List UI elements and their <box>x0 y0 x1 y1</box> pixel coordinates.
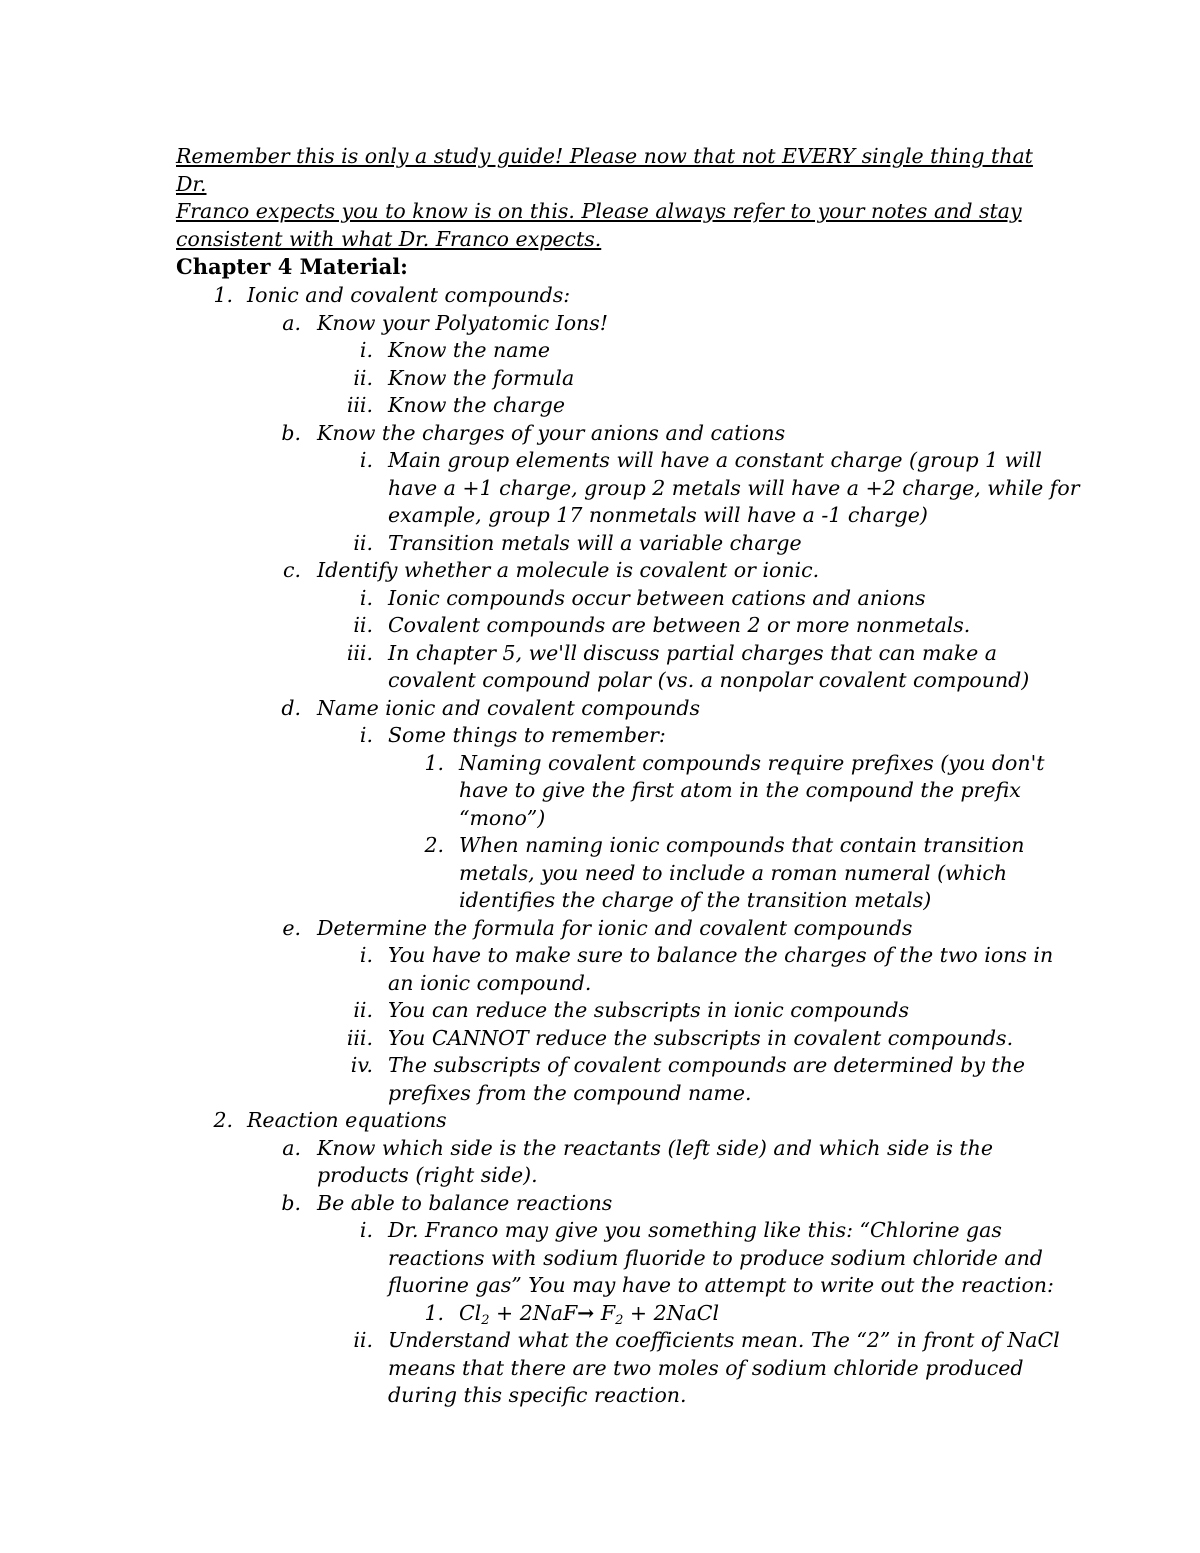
outline-text: Transition metals will a variable charge <box>388 530 802 555</box>
arrow-icon: → <box>577 1300 595 1325</box>
outline-text: Know the name <box>388 338 551 362</box>
outline-marker: a. <box>282 310 301 335</box>
outline-marker: i. <box>359 943 373 967</box>
outline-item <box>0 502 1200 530</box>
reaction-equation <box>459 1300 719 1328</box>
outline-marker: 1. <box>424 750 444 775</box>
outline-marker: c. <box>283 558 301 582</box>
chapter-heading: Chapter 4 Material: <box>176 254 408 279</box>
outline-text: fluorine gas” You may have to attempt to write out the reaction: <box>388 1273 1054 1297</box>
outline-item <box>0 1217 1200 1245</box>
outline-marker: b. <box>281 420 301 445</box>
outline-text: Main group elements will have a constant charge (group 1 will <box>388 448 1042 472</box>
equation-part: + 2NaCl <box>623 1300 720 1325</box>
equation-part: + 2NaF <box>489 1300 578 1325</box>
outline-item <box>0 1052 1200 1080</box>
outline-item <box>0 392 1200 420</box>
outline-marker: ii. <box>353 365 373 390</box>
outline-item <box>0 805 1200 833</box>
outline-text: during this specific reaction. <box>388 1383 687 1407</box>
outline-item <box>0 1025 1200 1053</box>
study-guide-notice <box>176 143 1036 253</box>
outline-text: identifies the charge of the transition metals) <box>459 888 932 912</box>
outline-marker: i. <box>359 338 373 362</box>
outline-text: an ionic compound. <box>388 970 592 995</box>
outline-item <box>0 585 1200 613</box>
outline-text: Know the charges of your anions and cations <box>317 420 786 445</box>
outline-text: covalent compound polar (vs. a nonpolar covalent compound) <box>388 668 1030 692</box>
outline-marker: i. <box>359 448 373 472</box>
outline-item <box>0 695 1200 723</box>
outline-marker: 1. <box>424 1300 444 1325</box>
outline-text: When naming ionic compounds that contain transition <box>459 833 1025 857</box>
outline-text: You can reduce the subscripts in ionic compounds <box>388 998 910 1022</box>
notice-line: Remember this is only a study guide! Please now that not EVERY single thing that Dr. <box>176 144 1033 196</box>
outline-marker: 2. <box>213 1108 233 1132</box>
subscript: 2 <box>615 1312 624 1328</box>
outline-item <box>0 557 1200 585</box>
outline-text: metals, you need to include a roman numeral (which <box>459 860 1008 885</box>
outline-marker: ii. <box>353 613 373 637</box>
outline-marker: ii. <box>353 530 373 555</box>
outline-text: Ionic compounds occur between cations and anions <box>388 585 926 610</box>
outline-text: Ionic and covalent compounds: <box>247 283 571 307</box>
outline-item <box>0 1272 1200 1300</box>
outline-text: have to give the first atom in the compound the prefix <box>459 778 1021 802</box>
outline-item <box>0 1080 1200 1108</box>
outline-item <box>0 1135 1200 1163</box>
outline-text: Some things to remember: <box>388 723 666 747</box>
notice-line: consistent with what Dr. Franco expects. <box>176 226 602 251</box>
outline-text: example, group 17 nonmetals will have a -1 charge) <box>388 503 928 527</box>
subscript: 2 <box>481 1312 490 1328</box>
outline-item <box>0 777 1200 805</box>
outline-marker: iii. <box>346 1025 373 1050</box>
notice-line: Franco expects you to know is on this. Please always refer to your notes and stay <box>176 199 1022 223</box>
equation-part: Cl <box>459 1300 482 1325</box>
outline-item <box>0 612 1200 640</box>
outline-text: means that there are two moles of sodium chloride produced <box>388 1355 1024 1380</box>
outline-text: The subscripts of covalent compounds are determined by the <box>388 1053 1025 1077</box>
outline-item <box>0 1107 1200 1135</box>
outline-item <box>0 337 1200 365</box>
outline-marker: ii. <box>353 998 373 1022</box>
outline-item <box>0 832 1200 860</box>
outline-text: prefixes from the compound name. <box>388 1080 752 1105</box>
outline-item <box>0 365 1200 393</box>
outline-text: In chapter 5, we'll discuss partial charges that can make a <box>388 640 998 665</box>
outline-text: You have to make sure to balance the charges of the two ions in <box>388 943 1054 967</box>
outline-item <box>0 887 1200 915</box>
outline-item <box>0 1327 1200 1355</box>
outline-item <box>0 750 1200 778</box>
outline-item <box>0 420 1200 448</box>
outline-item <box>0 997 1200 1025</box>
outline-item <box>0 860 1200 888</box>
outline-item <box>0 1382 1200 1410</box>
outline-item <box>0 970 1200 998</box>
outline-text: Determine the formula for ionic and covalent compounds <box>317 915 913 940</box>
outline-text: Know your Polyatomic Ions! <box>317 310 609 335</box>
outline-text: Dr. Franco may give you something like this: “Chlorine gas <box>388 1218 1002 1242</box>
outline-marker: iii. <box>346 640 373 665</box>
outline-text: Understand what the coefficients mean. The “2” in front of NaCl <box>388 1328 1060 1352</box>
outline-marker: b. <box>281 1190 301 1215</box>
outline-item <box>0 1355 1200 1383</box>
outline-item <box>0 282 1200 310</box>
outline-text: Be able to balance reactions <box>317 1190 613 1215</box>
outline-item <box>0 640 1200 668</box>
outline-item <box>0 310 1200 338</box>
outline-marker: 1. <box>213 283 233 307</box>
outline-item <box>0 447 1200 475</box>
outline-marker: i. <box>359 585 373 610</box>
outline-text: Identify whether a molecule is covalent or ionic. <box>317 558 820 582</box>
outline-text: “mono”) <box>459 805 546 830</box>
outline-text: Name ionic and covalent compounds <box>317 695 701 720</box>
outline-marker: iii. <box>346 393 373 417</box>
outline-text: have a +1 charge, group 2 metals will have a +2 charge, while for <box>388 475 1080 500</box>
outline-text: reactions with sodium fluoride to produce sodium chloride and <box>388 1245 1043 1270</box>
outline-text: Know the formula <box>388 365 575 390</box>
outline-item <box>0 1300 1200 1328</box>
outline-item <box>0 1162 1200 1190</box>
outline-text: Know the charge <box>388 393 565 417</box>
outline-item <box>0 1190 1200 1218</box>
outline-marker: 2. <box>424 833 444 857</box>
outline-text: products (right side). <box>317 1163 538 1187</box>
outline-item <box>0 1245 1200 1273</box>
outline-item <box>0 667 1200 695</box>
outline-marker: e. <box>282 915 301 940</box>
outline-marker: iv. <box>350 1053 373 1077</box>
outline-marker: i. <box>359 723 373 747</box>
outline-marker: a. <box>282 1135 301 1160</box>
outline-text: Naming covalent compounds require prefixes (you don't <box>459 750 1045 775</box>
outline-item <box>0 722 1200 750</box>
outline-text: Covalent compounds are between 2 or more nonmetals. <box>388 613 971 637</box>
outline-item <box>0 915 1200 943</box>
outline-text: Know which side is the reactants (left side) and which side is the <box>317 1135 993 1160</box>
equation-part: F <box>594 1300 616 1325</box>
outline-list <box>0 282 1200 1410</box>
outline-item <box>0 942 1200 970</box>
outline-item <box>0 475 1200 503</box>
outline-text: You CANNOT reduce the subscripts in covalent compounds. <box>388 1025 1014 1050</box>
outline-text: Reaction equations <box>247 1108 447 1132</box>
outline-item <box>0 530 1200 558</box>
outline-marker: i. <box>359 1218 373 1242</box>
outline-marker: ii. <box>353 1328 373 1352</box>
outline-marker: d. <box>281 695 301 720</box>
